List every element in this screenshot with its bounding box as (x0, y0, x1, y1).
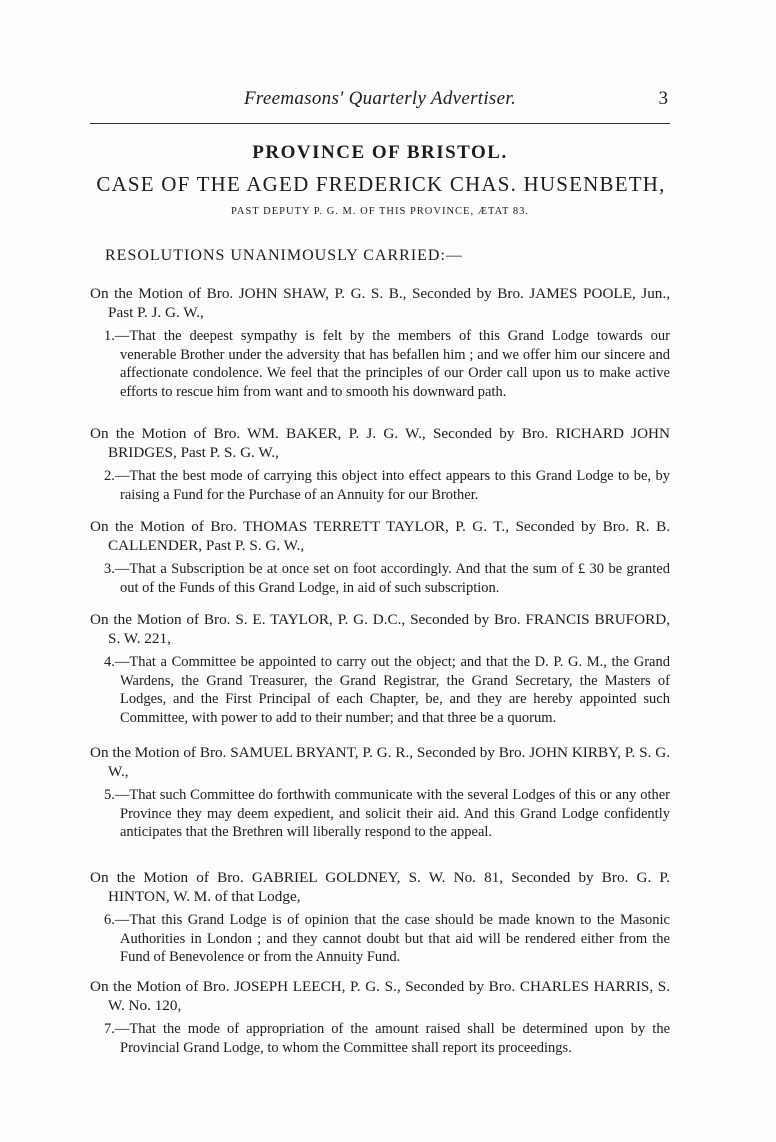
resolution-text: 3.—That a Subscription be at once set on foot accordingly. And that the sum of £ 30 be granted out of the Funds of this Grand Lodge, in aid of such subscription. (104, 561, 670, 596)
running-title: Freemasons' Quarterly Advertiser. (243, 88, 516, 109)
province-title: PROVINCE OF BRISTOL. (252, 142, 508, 163)
resolution-text: 4.—That a Committee be appointed to carry out the object; and that the D. P. G. M., the Grand Wardens, the Grand Treasurer, the Grand Registrar, the Grand Secretary, the Masters of Lodges, and the First Principal of each Chapter, be, and they are hereby appointed such Committee, with power to add to their number; and that three be a quorum. (104, 654, 670, 726)
motion-block-2 (90, 424, 670, 504)
resolutions-heading: RESOLUTIONS UNANIMOUSLY CARRIED:— (105, 247, 463, 264)
motion-block-1 (90, 284, 670, 401)
resolution-text: 1.—That the deepest sympathy is felt by the members of this Grand Lodge towards our venerable Brother under the adversity that has befallen him ; and we offer him our sincere and affectionate condolence. We feel that the principles of our Order call upon us to make active efforts to rescue him from want and to smooth his downward path. (104, 328, 670, 400)
motion-text: On the Motion of Bro. S. E. TAYLOR, P. G. D.C., Seconded by Bro. FRANCIS BRUFORD, S. W. 221, (90, 611, 670, 647)
motion-text: On the Motion of Bro. GABRIEL GOLDNEY, S. W. No. 81, Seconded by Bro. G. P. HINTON, W. M. of that Lodge, (90, 869, 670, 905)
motion-text: On the Motion of Bro. JOHN SHAW, P. G. S. B., Seconded by Bro. JAMES POOLE, Jun., Past P. J. G. W., (90, 285, 670, 321)
header-rule (90, 123, 670, 124)
motion-block-4 (90, 610, 670, 727)
motion-text: On the Motion of Bro. WM. BAKER, P. J. G. W., Seconded by Bro. RICHARD JOHN BRIDGES, Past P. S. G. W., (90, 425, 670, 461)
motion-block-5 (90, 743, 670, 842)
resolution-text: 7.—That the mode of appropriation of the amount raised shall be determined upon by the Provincial Grand Lodge, to whom the Committee shall report its proceedings. (104, 1021, 670, 1056)
resolution-text: 2.—That the best mode of carrying this object into effect appears to this Grand Lodge to be, by raising a Fund for the Purchase of an Annuity for our Brother. (104, 468, 670, 503)
page-number: 3 (658, 88, 668, 109)
case-subtitle: PAST DEPUTY P. G. M. OF THIS PROVINCE, ÆTAT 83. (230, 206, 529, 217)
motion-block-7 (90, 977, 670, 1057)
case-title: CASE OF THE AGED FREDERICK CHAS. HUSENBETH, (96, 172, 666, 196)
running-header (90, 84, 670, 112)
motion-text: On the Motion of Bro. SAMUEL BRYANT, P. G. R., Seconded by Bro. JOHN KIRBY, P. S. G. W., (90, 744, 670, 780)
resolution-text: 6.—That this Grand Lodge is of opinion that the case should be made known to the Masonic Authorities in London ; and they cannot doubt but that aid will be rendered either from the Fund of Benevolence or from the Annuity Fund. (104, 912, 670, 965)
resolution-text: 5.—That such Committee do forthwith communicate with the several Lodges of this or any other Province they may deem expedient, and solicit their aid. And this Grand Lodge confidently anticipates that the Brethren will liberally respond to the appeal. (104, 787, 670, 840)
motion-text: On the Motion of Bro. JOSEPH LEECH, P. G. S., Seconded by Bro. CHARLES HARRIS, S. W. No. 120, (90, 978, 670, 1014)
motion-block-3 (90, 517, 670, 597)
motion-block-6 (90, 868, 670, 967)
motion-text: On the Motion of Bro. THOMAS TERRETT TAYLOR, P. G. T., Seconded by Bro. R. B. CALLENDER, Past P. S. G. W., (90, 518, 670, 554)
